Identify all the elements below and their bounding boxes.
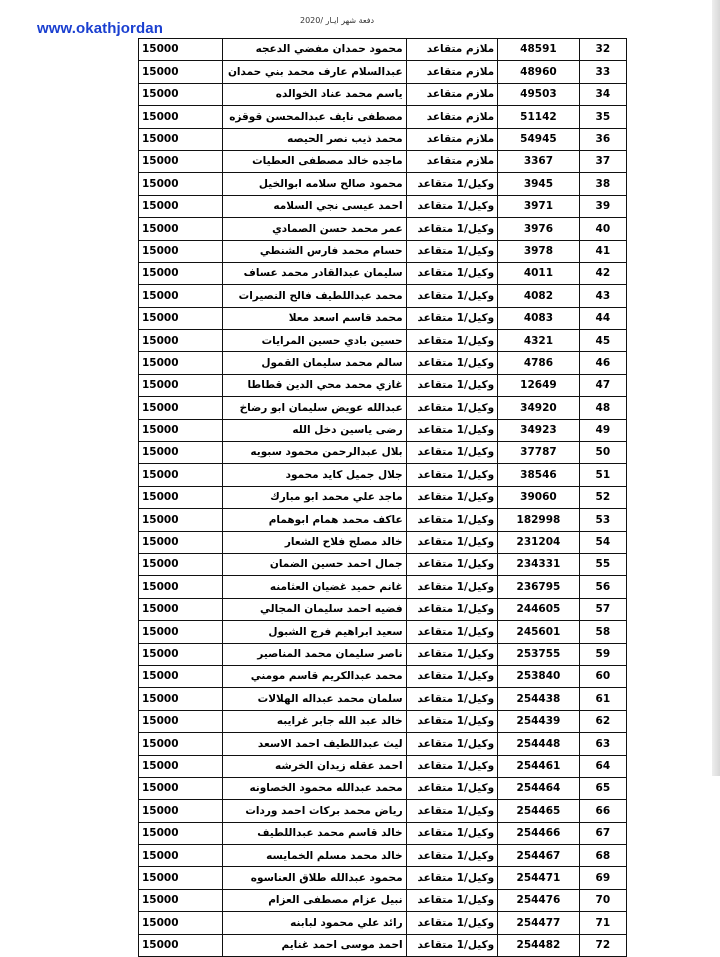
- table-row: [139, 106, 627, 128]
- rank-cell: وكيل/1 متقاعد: [406, 195, 498, 217]
- name-cell: ماجده خالد مصطفى العطيات: [222, 150, 406, 172]
- rank-cell: ملازم متقاعد: [406, 106, 498, 128]
- table-row: [139, 240, 627, 262]
- amount-cell: 15000: [139, 598, 223, 620]
- row-number-cell: 58: [579, 621, 626, 643]
- id-cell: 12649: [498, 374, 580, 396]
- table-row: [139, 150, 627, 172]
- id-cell: 254439: [498, 710, 580, 732]
- table-row: [139, 397, 627, 419]
- name-cell: خالد عبد الله جابر غرايبه: [222, 710, 406, 732]
- amount-cell: 15000: [139, 285, 223, 307]
- rank-cell: وكيل/1 متقاعد: [406, 598, 498, 620]
- row-number-cell: 62: [579, 710, 626, 732]
- row-number-cell: 60: [579, 665, 626, 687]
- rank-cell: ملازم متقاعد: [406, 150, 498, 172]
- table-row: [139, 576, 627, 598]
- name-cell: محمد عبداللطيف فالح النصيرات: [222, 285, 406, 307]
- id-cell: 4321: [498, 330, 580, 352]
- amount-cell: 15000: [139, 777, 223, 799]
- row-number-cell: 52: [579, 486, 626, 508]
- rank-cell: ملازم متقاعد: [406, 39, 498, 61]
- row-number-cell: 45: [579, 330, 626, 352]
- table-row: [139, 889, 627, 911]
- row-number-cell: 33: [579, 61, 626, 83]
- table-row: [139, 509, 627, 531]
- id-cell: 49503: [498, 83, 580, 105]
- table-row: [139, 800, 627, 822]
- rank-cell: وكيل/1 متقاعد: [406, 733, 498, 755]
- rank-cell: وكيل/1 متقاعد: [406, 755, 498, 777]
- row-number-cell: 42: [579, 262, 626, 284]
- row-number-cell: 55: [579, 553, 626, 575]
- amount-cell: 15000: [139, 845, 223, 867]
- table-row: [139, 128, 627, 150]
- amount-cell: 15000: [139, 621, 223, 643]
- table-row: [139, 643, 627, 665]
- table-row: [139, 598, 627, 620]
- name-cell: محمد عبدالكريم قاسم مومني: [222, 665, 406, 687]
- rank-cell: وكيل/1 متقاعد: [406, 889, 498, 911]
- row-number-cell: 53: [579, 509, 626, 531]
- row-number-cell: 51: [579, 464, 626, 486]
- rank-cell: ملازم متقاعد: [406, 83, 498, 105]
- id-cell: 3367: [498, 150, 580, 172]
- table-row: [139, 688, 627, 710]
- name-cell: محمود حمدان مفضي الدعجه: [222, 39, 406, 61]
- table-row: [139, 665, 627, 687]
- amount-cell: 15000: [139, 374, 223, 396]
- amount-cell: 15000: [139, 889, 223, 911]
- payroll-table-body: [139, 39, 627, 957]
- name-cell: غازي محمد محي الدين قطاطا: [222, 374, 406, 396]
- id-cell: 254448: [498, 733, 580, 755]
- table-row: [139, 195, 627, 217]
- id-cell: 37787: [498, 442, 580, 464]
- table-row: [139, 39, 627, 61]
- amount-cell: 15000: [139, 643, 223, 665]
- row-number-cell: 40: [579, 218, 626, 240]
- name-cell: بلال عبدالرحمن محمود سبويه: [222, 442, 406, 464]
- rank-cell: وكيل/1 متقاعد: [406, 531, 498, 553]
- row-number-cell: 38: [579, 173, 626, 195]
- id-cell: 34923: [498, 419, 580, 441]
- table-row: [139, 845, 627, 867]
- row-number-cell: 34: [579, 83, 626, 105]
- name-cell: عاكف محمد همام ابوهمام: [222, 509, 406, 531]
- table-row: [139, 621, 627, 643]
- id-cell: 4082: [498, 285, 580, 307]
- amount-cell: 15000: [139, 442, 223, 464]
- name-cell: سلمان محمد عبداله الهلالات: [222, 688, 406, 710]
- id-cell: 39060: [498, 486, 580, 508]
- amount-cell: 15000: [139, 352, 223, 374]
- rank-cell: وكيل/1 متقاعد: [406, 285, 498, 307]
- table-row: [139, 61, 627, 83]
- amount-cell: 15000: [139, 912, 223, 934]
- amount-cell: 15000: [139, 486, 223, 508]
- payroll-table: [138, 38, 627, 957]
- rank-cell: وكيل/1 متقاعد: [406, 173, 498, 195]
- rank-cell: وكيل/1 متقاعد: [406, 553, 498, 575]
- rank-cell: وكيل/1 متقاعد: [406, 509, 498, 531]
- row-number-cell: 68: [579, 845, 626, 867]
- rank-cell: وكيل/1 متقاعد: [406, 397, 498, 419]
- table-row: [139, 218, 627, 240]
- name-cell: فضيه احمد سليمان المجالي: [222, 598, 406, 620]
- name-cell: محمود عبدالله طلاق العناسوه: [222, 867, 406, 889]
- amount-cell: 15000: [139, 531, 223, 553]
- row-number-cell: 43: [579, 285, 626, 307]
- page-edge: [712, 0, 720, 776]
- rank-cell: وكيل/1 متقاعد: [406, 486, 498, 508]
- id-cell: 254467: [498, 845, 580, 867]
- name-cell: غانم حميد غضيان العثامنه: [222, 576, 406, 598]
- row-number-cell: 63: [579, 733, 626, 755]
- name-cell: ياسم محمد عناد الخوالده: [222, 83, 406, 105]
- rank-cell: وكيل/1 متقاعد: [406, 240, 498, 262]
- rank-cell: وكيل/1 متقاعد: [406, 688, 498, 710]
- row-number-cell: 46: [579, 352, 626, 374]
- amount-cell: 15000: [139, 553, 223, 575]
- table-row: [139, 307, 627, 329]
- row-number-cell: 67: [579, 822, 626, 844]
- amount-cell: 15000: [139, 867, 223, 889]
- rank-cell: وكيل/1 متقاعد: [406, 330, 498, 352]
- table-row: [139, 285, 627, 307]
- amount-cell: 15000: [139, 576, 223, 598]
- id-cell: 3945: [498, 173, 580, 195]
- name-cell: حسام محمد فارس الشنطي: [222, 240, 406, 262]
- name-cell: محمد عبدالله محمود الخصاونه: [222, 777, 406, 799]
- id-cell: 253755: [498, 643, 580, 665]
- table-row: [139, 262, 627, 284]
- rank-cell: وكيل/1 متقاعد: [406, 845, 498, 867]
- table-row: [139, 531, 627, 553]
- name-cell: جمال احمد حسين الضمان: [222, 553, 406, 575]
- amount-cell: 15000: [139, 240, 223, 262]
- name-cell: عبدالله عويض سليمان ابو رضاخ: [222, 397, 406, 419]
- rank-cell: وكيل/1 متقاعد: [406, 800, 498, 822]
- name-cell: سعيد ابراهيم فرج الشبول: [222, 621, 406, 643]
- row-number-cell: 69: [579, 867, 626, 889]
- name-cell: رضى ياسين دخل الله: [222, 419, 406, 441]
- name-cell: خالد مصلح فلاح الشعار: [222, 531, 406, 553]
- id-cell: 48591: [498, 39, 580, 61]
- rank-cell: وكيل/1 متقاعد: [406, 218, 498, 240]
- rank-cell: وكيل/1 متقاعد: [406, 822, 498, 844]
- amount-cell: 15000: [139, 419, 223, 441]
- table-row: [139, 733, 627, 755]
- id-cell: 253840: [498, 665, 580, 687]
- rank-cell: وكيل/1 متقاعد: [406, 352, 498, 374]
- amount-cell: 15000: [139, 150, 223, 172]
- name-cell: سليمان عبدالقادر محمد عساف: [222, 262, 406, 284]
- name-cell: ليث عبداللطيف احمد الاسعد: [222, 733, 406, 755]
- watermark-text: www.okathjordan: [37, 20, 163, 37]
- row-number-cell: 70: [579, 889, 626, 911]
- id-cell: 3978: [498, 240, 580, 262]
- name-cell: نبيل عزام مصطفى العزام: [222, 889, 406, 911]
- row-number-cell: 66: [579, 800, 626, 822]
- amount-cell: 15000: [139, 464, 223, 486]
- id-cell: 4011: [498, 262, 580, 284]
- table-row: [139, 173, 627, 195]
- name-cell: عمر محمد حسن الصمادي: [222, 218, 406, 240]
- name-cell: حسين بادي حسين المرايات: [222, 330, 406, 352]
- amount-cell: 15000: [139, 822, 223, 844]
- rank-cell: وكيل/1 متقاعد: [406, 867, 498, 889]
- id-cell: 254471: [498, 867, 580, 889]
- table-row: [139, 553, 627, 575]
- name-cell: ماجد علي محمد ابو مبارك: [222, 486, 406, 508]
- name-cell: خالد قاسم محمد عبداللطيف: [222, 822, 406, 844]
- row-number-cell: 39: [579, 195, 626, 217]
- id-cell: 234331: [498, 553, 580, 575]
- table-row: [139, 352, 627, 374]
- id-cell: 254477: [498, 912, 580, 934]
- amount-cell: 15000: [139, 509, 223, 531]
- table-row: [139, 755, 627, 777]
- table-row: [139, 912, 627, 934]
- rank-cell: ملازم متقاعد: [406, 61, 498, 83]
- table-row: [139, 867, 627, 889]
- id-cell: 182998: [498, 509, 580, 531]
- amount-cell: 15000: [139, 800, 223, 822]
- rank-cell: وكيل/1 متقاعد: [406, 665, 498, 687]
- row-number-cell: 61: [579, 688, 626, 710]
- row-number-cell: 49: [579, 419, 626, 441]
- row-number-cell: 54: [579, 531, 626, 553]
- id-cell: 231204: [498, 531, 580, 553]
- amount-cell: 15000: [139, 173, 223, 195]
- table-row: [139, 710, 627, 732]
- row-number-cell: 36: [579, 128, 626, 150]
- rank-cell: وكيل/1 متقاعد: [406, 419, 498, 441]
- table-row: [139, 486, 627, 508]
- name-cell: رائد علي محمود لبابنه: [222, 912, 406, 934]
- name-cell: احمد عيسى نجي السلامه: [222, 195, 406, 217]
- row-number-cell: 48: [579, 397, 626, 419]
- amount-cell: 15000: [139, 218, 223, 240]
- row-number-cell: 35: [579, 106, 626, 128]
- id-cell: 3971: [498, 195, 580, 217]
- amount-cell: 15000: [139, 665, 223, 687]
- row-number-cell: 64: [579, 755, 626, 777]
- row-number-cell: 65: [579, 777, 626, 799]
- table-row: [139, 442, 627, 464]
- name-cell: سالم محمد سليمان القمول: [222, 352, 406, 374]
- id-cell: 48960: [498, 61, 580, 83]
- row-number-cell: 71: [579, 912, 626, 934]
- name-cell: جلال جميل كايد محمود: [222, 464, 406, 486]
- rank-cell: وكيل/1 متقاعد: [406, 934, 498, 956]
- id-cell: 4083: [498, 307, 580, 329]
- amount-cell: 15000: [139, 128, 223, 150]
- id-cell: 254476: [498, 889, 580, 911]
- rank-cell: وكيل/1 متقاعد: [406, 643, 498, 665]
- id-cell: 4786: [498, 352, 580, 374]
- id-cell: 236795: [498, 576, 580, 598]
- rank-cell: وكيل/1 متقاعد: [406, 464, 498, 486]
- name-cell: محمود صالح سلامه ابوالخيل: [222, 173, 406, 195]
- name-cell: محمد قاسم اسعد معلا: [222, 307, 406, 329]
- table-row: [139, 822, 627, 844]
- amount-cell: 15000: [139, 710, 223, 732]
- name-cell: ناصر سليمان محمد المناصير: [222, 643, 406, 665]
- id-cell: 3976: [498, 218, 580, 240]
- rank-cell: وكيل/1 متقاعد: [406, 262, 498, 284]
- amount-cell: 15000: [139, 688, 223, 710]
- id-cell: 254464: [498, 777, 580, 799]
- id-cell: 38546: [498, 464, 580, 486]
- amount-cell: 15000: [139, 195, 223, 217]
- row-number-cell: 41: [579, 240, 626, 262]
- table-row: [139, 464, 627, 486]
- id-cell: 254466: [498, 822, 580, 844]
- rank-cell: وكيل/1 متقاعد: [406, 621, 498, 643]
- document-title: دفعة شهر ايـار /2020: [300, 16, 375, 25]
- name-cell: رياض محمد بركات احمد وردات: [222, 800, 406, 822]
- rank-cell: وكيل/1 متقاعد: [406, 374, 498, 396]
- amount-cell: 15000: [139, 106, 223, 128]
- rank-cell: وكيل/1 متقاعد: [406, 912, 498, 934]
- name-cell: خالد محمد مسلم الخمايسه: [222, 845, 406, 867]
- row-number-cell: 32: [579, 39, 626, 61]
- id-cell: 254482: [498, 934, 580, 956]
- row-number-cell: 37: [579, 150, 626, 172]
- name-cell: مصطفى نايف عبدالمحسن قوقزه: [222, 106, 406, 128]
- name-cell: عبدالسلام عارف محمد بني حمدان: [222, 61, 406, 83]
- rank-cell: وكيل/1 متقاعد: [406, 576, 498, 598]
- name-cell: احمد عقله زيدان الخرشه: [222, 755, 406, 777]
- amount-cell: 15000: [139, 397, 223, 419]
- amount-cell: 15000: [139, 733, 223, 755]
- id-cell: 254461: [498, 755, 580, 777]
- amount-cell: 15000: [139, 262, 223, 284]
- rank-cell: ملازم متقاعد: [406, 128, 498, 150]
- table-row: [139, 934, 627, 956]
- id-cell: 245601: [498, 621, 580, 643]
- name-cell: محمد ذيب نصر الحيصه: [222, 128, 406, 150]
- name-cell: احمد موسى احمد غنايم: [222, 934, 406, 956]
- amount-cell: 15000: [139, 934, 223, 956]
- rank-cell: وكيل/1 متقاعد: [406, 307, 498, 329]
- rank-cell: وكيل/1 متقاعد: [406, 777, 498, 799]
- row-number-cell: 72: [579, 934, 626, 956]
- amount-cell: 15000: [139, 61, 223, 83]
- id-cell: 254465: [498, 800, 580, 822]
- table-row: [139, 330, 627, 352]
- amount-cell: 15000: [139, 83, 223, 105]
- id-cell: 34920: [498, 397, 580, 419]
- table-row: [139, 83, 627, 105]
- amount-cell: 15000: [139, 39, 223, 61]
- table-row: [139, 419, 627, 441]
- row-number-cell: 59: [579, 643, 626, 665]
- id-cell: 51142: [498, 106, 580, 128]
- rank-cell: وكيل/1 متقاعد: [406, 710, 498, 732]
- row-number-cell: 50: [579, 442, 626, 464]
- table-row: [139, 374, 627, 396]
- row-number-cell: 57: [579, 598, 626, 620]
- id-cell: 54945: [498, 128, 580, 150]
- amount-cell: 15000: [139, 755, 223, 777]
- row-number-cell: 44: [579, 307, 626, 329]
- row-number-cell: 56: [579, 576, 626, 598]
- amount-cell: 15000: [139, 330, 223, 352]
- row-number-cell: 47: [579, 374, 626, 396]
- rank-cell: وكيل/1 متقاعد: [406, 442, 498, 464]
- id-cell: 244605: [498, 598, 580, 620]
- amount-cell: 15000: [139, 307, 223, 329]
- table-row: [139, 777, 627, 799]
- id-cell: 254438: [498, 688, 580, 710]
